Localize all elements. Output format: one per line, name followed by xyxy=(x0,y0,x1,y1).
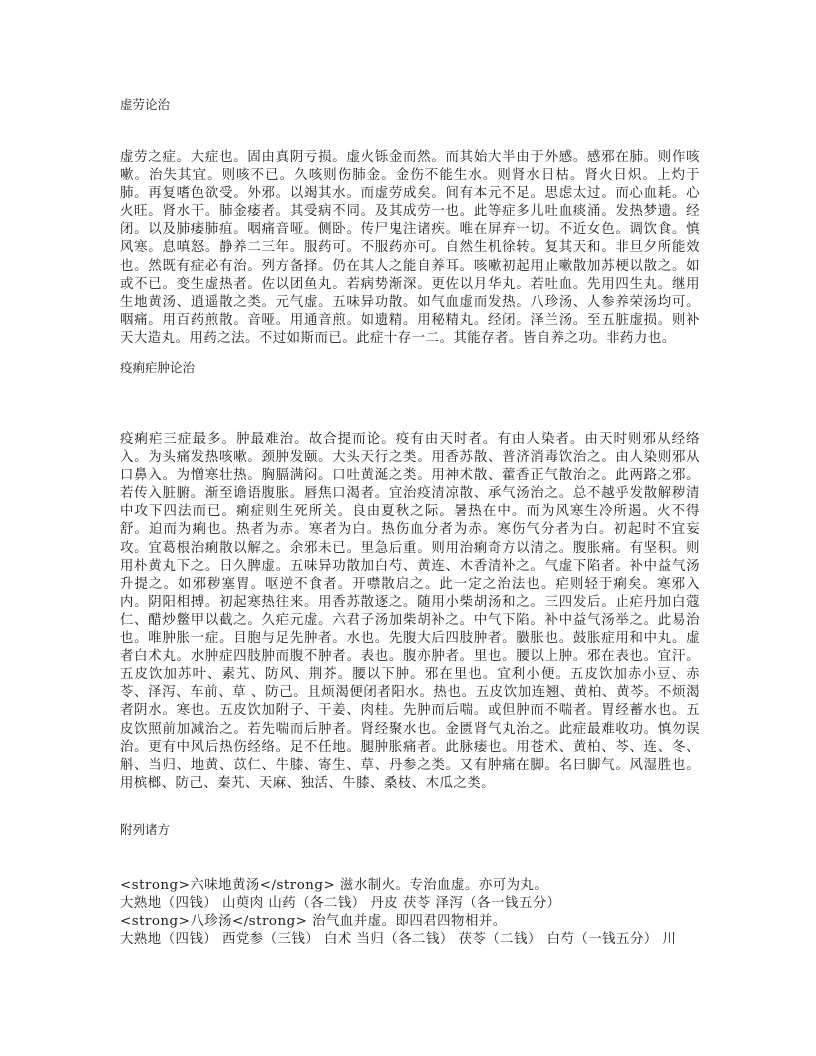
recipe-line: <strong>八珍汤</strong> 治气血并虚。即四君四物相并。 xyxy=(120,914,507,930)
recipe-line: 大熟地（四钱） 西党参（三钱） 白术 当归（各二钱） 茯苓（二钱） 白芍（一钱五分） 川 xyxy=(120,932,677,948)
section-body-xulao: 虚劳之症。大症也。固由真阴亏损。虚火铄金而然。而其始大半由于外感。感邪在肺。则作咳嗽。治失其宜。则咳不已。久咳则伤肺金。金伤不能生水。则肾水日枯。肾火日炽。上灼于肺。再复嗜色欲受。外邪。以竭其水。而虚劳成矣。间有本元不足。思虑太过。而心血耗。心火旺。肾水干。肺金痿者。其受病不同。及其成劳一也。此等症多儿吐血痰涌。发热梦遗。经闭。以及肺痿肺疽。咽痛音哑。侧卧。传尸鬼注诸疾。唯在屏弃一切。不近女色。调饮食。慎风寒。息嗔怒。静养二三年。服药可。不服药亦可。自然生机徐转。复其天和。非旦夕所能效也。然既有症必有治。列方备择。仍在其人之能自养耳。咳嗽初起用止嗽散加苏梗以散之。如或不已。变生虚热者。佐以团鱼丸。若病势渐深。更佐以月华丸。若吐血。先用四生丸。继用生地黄汤、逍遥散之类。元气虚。五味异功散。如气血虚而发热。八珍汤、人参养荣汤均可。咽痛。用百药煎散。音哑。用通音煎。如遗精。用秘精丸。经闭。泽兰汤。至五脏虚损。则补天大造丸。用药之法。不过如斯而已。此症十存一二。其能存者。皆自养之功。非药力也。 xyxy=(120,150,700,346)
recipe-line: <strong>六味地黄汤</strong> 滋水制火。专治血虚。亦可为丸。 xyxy=(120,878,549,893)
section-body-yili: 疫痢疟三症最多。肿最难治。故合提而论。疫有由天时者。有由人染者。由天时则邪从经络入。为头痛发热咳嗽。颈肿发颐。大头天行之类。用香苏散、普济消毒饮治之。由人染则邪从口鼻入。为憎寒壮热。胸膈满闷。口吐黄涎之类。用神术散、藿香正气散治之。此两路之邪。若传入脏腑。渐至谵语腹胀。唇焦口渴者。宜治疫清凉散、承气汤治之。总不越乎发散解秽清中攻下四法而已。痢症则生死所关。良由夏秋之际。暑热在中。而为风寒生冷所遏。火不得舒。迫而为痢也。热者为赤。寒者为白。热伤血分者为赤。寒伤气分者为白。初起时不宜妄攻。宜葛根治痢散以解之。余邪未已。里急后重。则用治痢奇方以清之。腹胀痛。有坚积。则用朴黄丸下之。日久脾虚。五味异功散加白芍、黄连、木香清补之。气虚下陷者。补中益气汤升提之。如邪秽塞胃。呕逆不食者。开噤散启之。此一定之治法也。疟则轻于痢矣。寒邪入内。阴阳相搏。初起寒热往来。用香苏散逐之。随用小柴胡汤和之。三四发后。止疟丹加白蔻仁、醋炒鳖甲以截之。久疟元虚。六君子汤加柴胡补之。中气下陷。补中益气汤举之。此易治也。唯肿胀一症。目胞与足先肿者。水也。先腹大后四肢肿者。臌胀也。鼓胀症用和中丸。虚者白术丸。水肿症四肢肿而腹不肿者。表也。腹亦肿者。里也。腰以上肿。邪在表也。宜汗。五皮饮加苏叶、素艽、防风、荆芥。腰以下肿。邪在里也。宜利小便。五皮饮加赤小豆、赤苓、泽泻、车前、草 、防己。且烦渴便闭者阳水。热也。五皮饮加连翘、黄柏、黄芩。不烦渴者阴水。寒也。五皮饮加附子、干姜、肉桂。先肿而后喘。或但肿而不喘者。胃经蓄水也。五皮饮照前加减治之。若先喘而后肿者。肾经聚水也。金匮肾气丸治之。此症最难收功。慎勿误治。更有中风后热伤经络。足不任地。腿肿胀痛者。此脉痿也。用苍术、黄柏、芩、连、冬、斛、当归、地黄、苡仁、牛膝、寄生、草、丹参之类。又有肿痛在脚。名曰脚气。风湿胜也。用槟榔、防己、秦艽、天麻、独活、牛膝、桑枝、木瓜之类。 xyxy=(120,432,700,791)
recipe-line: 大熟地（四钱） 山萸肉 山药（各二钱） 丹皮 茯苓 泽泻（各一钱五分） xyxy=(120,896,561,912)
section-heading-yili: 疫痢疟肿论治 xyxy=(120,360,196,375)
section-heading-xulao: 虚劳论治 xyxy=(120,97,171,112)
recipe-list xyxy=(120,877,720,949)
section-heading-fangji: 附列诸方 xyxy=(120,822,171,837)
